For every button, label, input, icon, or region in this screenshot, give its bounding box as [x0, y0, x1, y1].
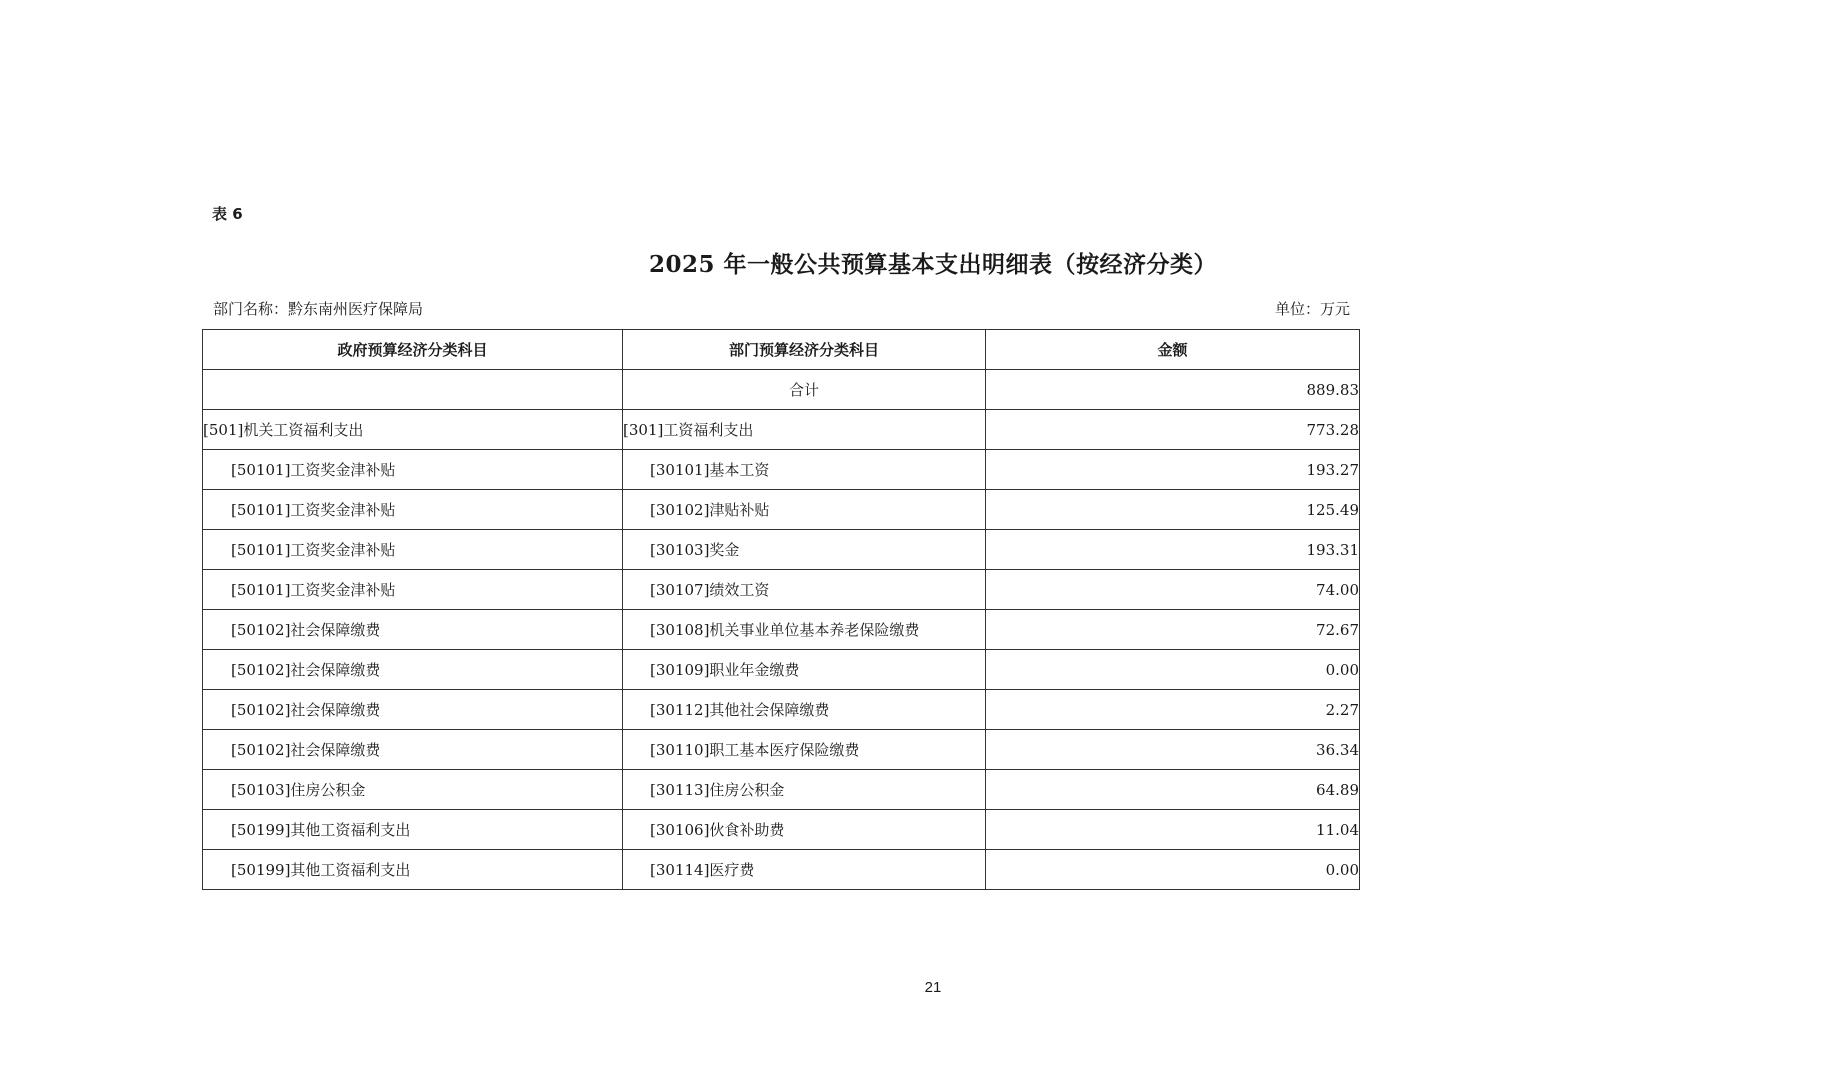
header-gov-category: 政府预算经济分类科目 [203, 330, 623, 370]
dept-category-cell: [30103]奖金 [623, 530, 986, 570]
table-row-total [203, 370, 1360, 410]
amount-cell: 36.34 [986, 730, 1360, 770]
gov-category-cell: [50102]社会保障缴费 [203, 690, 623, 730]
gov-category-cell: [50101]工资奖金津补贴 [203, 490, 623, 530]
dept-category-cell: [30102]津贴补贴 [623, 490, 986, 530]
gov-category-cell: [50199]其他工资福利支出 [203, 810, 623, 850]
amount-cell: 72.67 [986, 610, 1360, 650]
gov-category-cell: [50102]社会保障缴费 [203, 650, 623, 690]
dept-category-cell: [30114]医疗费 [623, 850, 986, 890]
amount-cell: 74.00 [986, 570, 1360, 610]
table-row [203, 730, 1360, 770]
amount-cell: 773.28 [986, 410, 1360, 450]
gov-category-cell: [50101]工资奖金津补贴 [203, 570, 623, 610]
amount-cell: 2.27 [986, 690, 1360, 730]
unit-label: 单位：万元 [1274, 300, 1350, 318]
table-row [203, 690, 1360, 730]
table-row [203, 650, 1360, 690]
department-name: 部门名称：黔东南州医疗保障局 [213, 300, 424, 318]
dept-category-cell: [30112]其他社会保障缴费 [623, 690, 986, 730]
amount-cell: 193.31 [986, 530, 1360, 570]
amount-cell: 64.89 [986, 770, 1360, 810]
table-label: 表 6 [212, 205, 243, 223]
table-row [203, 530, 1360, 570]
table-header-row [203, 330, 1360, 370]
table-row [203, 610, 1360, 650]
gov-category-cell: [50103]住房公积金 [203, 770, 623, 810]
table-row [203, 490, 1360, 530]
gov-category-cell: [501]机关工资福利支出 [203, 410, 623, 450]
dept-category-cell: [301]工资福利支出 [623, 410, 986, 450]
dept-category-cell: [30101]基本工资 [623, 450, 986, 490]
gov-category-cell: [50199]其他工资福利支出 [203, 850, 623, 890]
dept-category-cell: [30108]机关事业单位基本养老保险缴费 [623, 610, 986, 650]
table-row [203, 450, 1360, 490]
dept-category-cell: [30107]绩效工资 [623, 570, 986, 610]
dept-category-cell: [30109]职业年金缴费 [623, 650, 986, 690]
table-row [203, 850, 1360, 890]
table-row [203, 810, 1360, 850]
header-dept-category: 部门预算经济分类科目 [623, 330, 986, 370]
amount-cell: 193.27 [986, 450, 1360, 490]
gov-category-cell [203, 370, 623, 410]
gov-category-cell: [50102]社会保障缴费 [203, 610, 623, 650]
document-title: 2025 年一般公共预算基本支出明细表（按经济分类） [648, 251, 1218, 278]
amount-cell: 0.00 [986, 850, 1360, 890]
table-row [203, 410, 1360, 450]
dept-category-cell: 合计 [623, 370, 986, 410]
amount-cell: 889.83 [986, 370, 1360, 410]
amount-cell: 125.49 [986, 490, 1360, 530]
dept-category-cell: [30110]职工基本医疗保险缴费 [623, 730, 986, 770]
gov-category-cell: [50101]工资奖金津补贴 [203, 530, 623, 570]
header-amount: 金额 [986, 330, 1360, 370]
amount-cell: 11.04 [986, 810, 1360, 850]
table-row [203, 570, 1360, 610]
budget-table [202, 329, 1360, 890]
amount-cell: 0.00 [986, 650, 1360, 690]
page-number: 21 [924, 979, 942, 996]
gov-category-cell: [50102]社会保障缴费 [203, 730, 623, 770]
gov-category-cell: [50101]工资奖金津补贴 [203, 450, 623, 490]
dept-category-cell: [30113]住房公积金 [623, 770, 986, 810]
dept-category-cell: [30106]伙食补助费 [623, 810, 986, 850]
table-row [203, 770, 1360, 810]
